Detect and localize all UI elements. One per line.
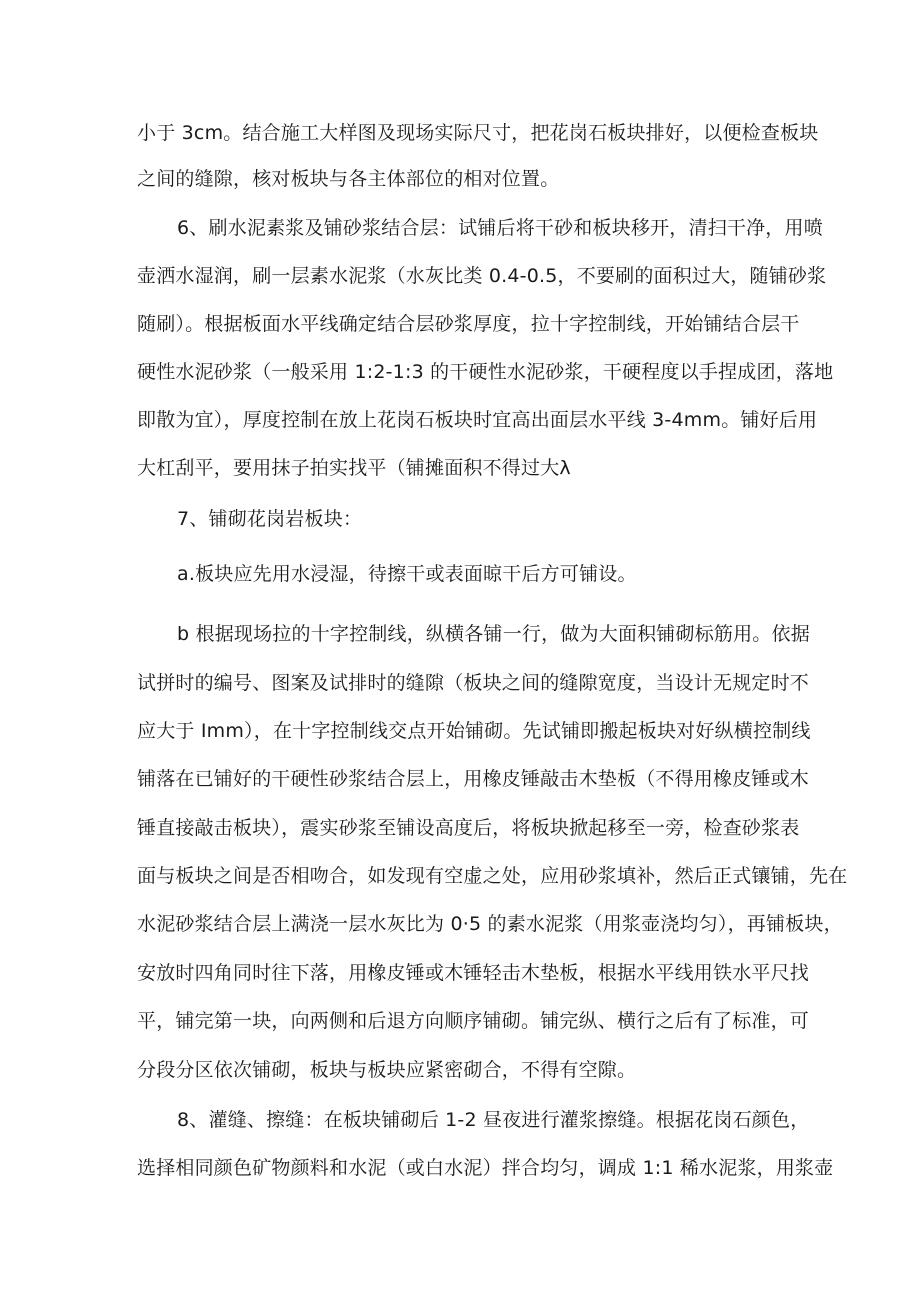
text-line-22: 选择相同颜色矿物颜料和水泥（或白水泥）拌合均匀，调成 1:1 稀水泥浆，用浆壶	[137, 1157, 834, 1179]
text-line-5: 随刷）。根据板面水平线确定结合层砂浆厚度，拉十字控制线，开始铺结合层干	[137, 313, 800, 335]
text-line-16: 面与板块之间是否相吻合，如发现有空虚之处，应用砂浆填补，然后正式镶铺，先在	[137, 865, 848, 887]
text-line-14: 铺落在已铺好的干硬性砂浆结合层上，用橡皮锤敲击木垫板（不得用橡皮锤或木	[137, 768, 810, 790]
text-line-1: 小于 3cm。结合施工大样图及现场实际尺寸，把花岗石板块排好，以便检查板块	[137, 122, 819, 144]
text-line-11: b 根据现场拉的十字控制线，纵横各铺一行，做为大面积铺砌标筋用。依据	[177, 623, 810, 645]
text-line-6: 硬性水泥砂浆（一般采用 1:2-1:3 的干硬性水泥砂浆，干硬程度以手捏成团，落地	[137, 361, 834, 383]
text-line-3: 6、刷水泥素浆及铺砂浆结合层：试铺后将干砂和板块移开，清扫干净，用喷	[177, 217, 823, 239]
text-line-17: 水泥砂浆结合层上满浇一层水灰比为 0·5 的素水泥浆（用浆壶浇均匀），再铺板块，	[137, 913, 843, 935]
text-line-18: 安放时四角同时往下落，用橡皮锤或木锤轻击木垫板，根据水平线用铁水平尺找	[137, 962, 810, 984]
text-line-8: 大杠刮平，要用抹子拍实找平（铺摊面积不得过大λ	[137, 457, 571, 479]
text-line-12: 试拼时的编号、图案及试排时的缝隙（板块之间的缝隙宽度，当设计无规定时不	[137, 672, 810, 694]
text-line-4: 壶洒水湿润，刷一层素水泥浆（水灰比类 0.4-0.5，不要刷的面积过大，随铺砂浆	[137, 265, 827, 287]
text-line-2: 之间的缝隙，核对板块与各主体部位的相对位置。	[137, 168, 560, 190]
text-line-7: 即散为宜），厚度控制在放上花岗石板块时宜高出面层水平线 3-4mm。铺好后用	[137, 409, 818, 431]
text-line-9: 7、铺砌花岗岩板块：	[177, 508, 363, 530]
text-line-10: a.板块应先用水浸湿，待擦干或表面晾干后方可铺设。	[177, 563, 637, 585]
text-line-21: 8、灌缝、擦缝：在板块铺砌后 1-2 昼夜进行灌浆擦缝。根据花岗石颜色，	[177, 1109, 810, 1131]
text-line-15: 锤直接敲击板块），震实砂浆至铺设高度后，将板块掀起移至一旁，检查砂浆表	[137, 817, 800, 839]
text-line-20: 分段分区依次铺砌，板块与板块应紧密砌合，不得有空隙。	[137, 1059, 637, 1081]
text-line-13: 应大于 Imm），在十字控制线交点开始铺砌。先试铺即搬起板块对好纵横控制线	[137, 720, 811, 742]
text-line-19: 平，铺完第一块，向两侧和后退方向顺序铺砌。铺完纵、横行之后有了标准，可	[137, 1010, 810, 1032]
